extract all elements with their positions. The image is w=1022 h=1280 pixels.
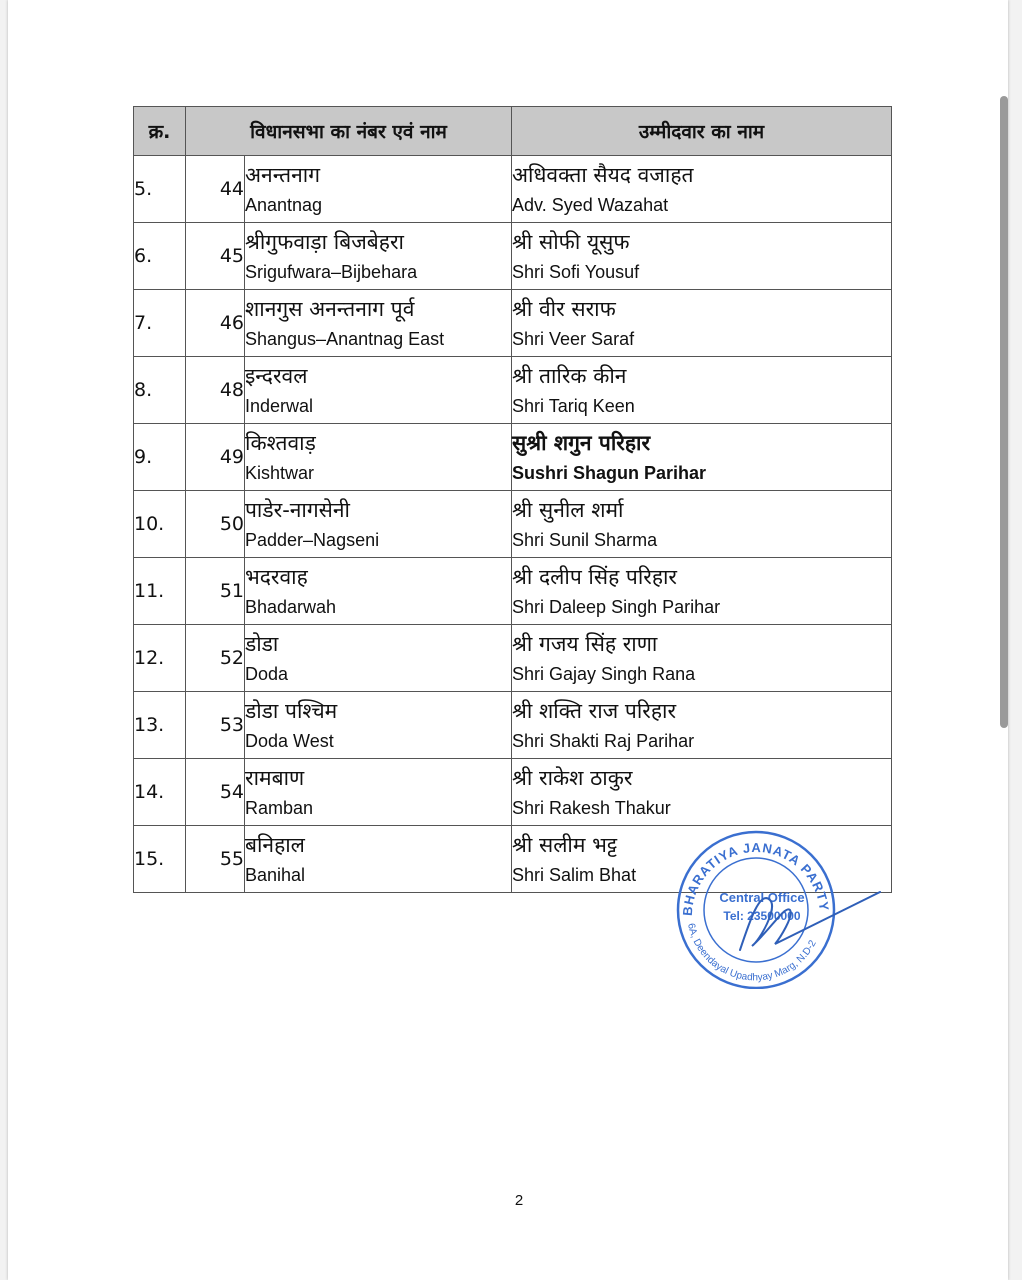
candidate-name-cell — [512, 692, 892, 759]
constituency-number-cell: 48 — [186, 357, 245, 424]
constituency-name-hindi: अनन्तनाग — [245, 163, 321, 187]
constituency-name-hindi: बनिहाल — [245, 833, 305, 857]
table-header-row — [134, 107, 892, 156]
candidate-name-hindi: श्री शक्ति राज परिहार — [512, 699, 677, 723]
constituency-number-cell: 53 — [186, 692, 245, 759]
constituency-name-english: Ramban — [245, 798, 314, 818]
constituency-name-hindi: शानगुस अनन्तनाग पूर्व — [245, 297, 415, 321]
signature — [730, 880, 890, 960]
table-body — [134, 156, 892, 893]
candidate-name-english: Shri Veer Saraf — [512, 329, 635, 349]
candidate-name-english: Shri Rakesh Thakur — [512, 798, 671, 818]
stamp-tel-text: Tel: 23500000 — [723, 909, 801, 923]
constituency-name-hindi: किश्तवाड़ — [245, 431, 316, 455]
constituency-name-cell — [245, 625, 512, 692]
constituency-name-english: Inderwal — [245, 396, 314, 416]
constituency-name-hindi: भदरवाह — [245, 565, 308, 589]
serial-cell: 12. — [134, 625, 186, 692]
constituency-name-cell — [245, 223, 512, 290]
constituency-name-english: Doda — [245, 664, 289, 684]
candidate-name-english: Sushri Shagun Parihar — [512, 463, 707, 483]
candidate-name-english: Adv. Syed Wazahat — [512, 195, 669, 215]
constituency-name-english: Doda West — [245, 731, 334, 751]
constituency-name-english: Kishtwar — [245, 463, 315, 483]
constituency-number-cell: 46 — [186, 290, 245, 357]
constituency-name-english: Banihal — [245, 865, 306, 885]
constituency-name-cell — [245, 424, 512, 491]
candidate-name-hindi: श्री सलीम भट्ट — [512, 833, 618, 857]
document-page — [8, 0, 1008, 1280]
constituency-number-cell: 51 — [186, 558, 245, 625]
constituency-name-cell — [245, 826, 512, 893]
candidate-name-cell — [512, 625, 892, 692]
serial-cell: 15. — [134, 826, 186, 893]
constituency-number-cell: 55 — [186, 826, 245, 893]
page-number: 2 — [514, 1192, 524, 1209]
serial-cell: 14. — [134, 759, 186, 826]
constituency-name-cell — [245, 357, 512, 424]
table-row — [134, 223, 892, 290]
constituency-name-cell — [245, 290, 512, 357]
constituency-name-english: Srigufwara–Bijbehara — [245, 262, 418, 282]
candidate-name-cell — [512, 223, 892, 290]
candidate-name-english: Shri Shakti Raj Parihar — [512, 731, 695, 751]
constituency-name-cell — [245, 558, 512, 625]
constituency-number-cell: 45 — [186, 223, 245, 290]
candidate-name-hindi: श्री सुनील शर्मा — [512, 498, 624, 522]
constituency-name-hindi: डोडा — [245, 632, 279, 656]
table-row — [134, 156, 892, 223]
constituency-name-english: Bhadarwah — [245, 597, 337, 617]
constituency-number-cell: 49 — [186, 424, 245, 491]
table-row — [134, 290, 892, 357]
serial-cell: 7. — [134, 290, 186, 357]
header-constituency: विधानसभा का नंबर एवं नाम — [186, 107, 512, 156]
constituency-name-cell — [245, 692, 512, 759]
candidate-name-hindi: श्री सोफी यूसुफ — [512, 230, 630, 254]
candidate-name-cell — [512, 759, 892, 826]
header-serial: क्र. — [134, 107, 186, 156]
candidate-name-english: Shri Gajay Singh Rana — [512, 664, 696, 684]
candidate-name-hindi: श्री वीर सराफ — [512, 297, 616, 321]
candidate-name-english: Shri Sunil Sharma — [512, 530, 658, 550]
serial-cell: 11. — [134, 558, 186, 625]
constituency-name-english: Shangus–Anantnag East — [245, 329, 445, 349]
candidate-name-cell — [512, 558, 892, 625]
candidate-name-cell — [512, 491, 892, 558]
candidate-table — [133, 106, 892, 893]
constituency-name-hindi: डोडा पश्चिम — [245, 699, 338, 723]
candidate-name-cell — [512, 424, 892, 491]
scrollbar-track[interactable] — [1006, 0, 1016, 1280]
stamp-address-text: 6A, Deendayal Upadhyay Marg, N.D-2 — [685, 922, 819, 984]
constituency-name-hindi: इन्दरवल — [245, 364, 308, 388]
candidate-name-hindi: सुश्री शगुन परिहार — [512, 431, 651, 455]
table-row — [134, 692, 892, 759]
candidate-name-hindi: श्री राकेश ठाकुर — [512, 766, 633, 790]
stamp-office-text: Central Office — [719, 890, 805, 905]
serial-cell: 13. — [134, 692, 186, 759]
candidate-name-hindi: अधिवक्ता सैयद वजाहत — [512, 163, 694, 187]
candidate-name-cell — [512, 156, 892, 223]
candidate-name-english: Shri Daleep Singh Parihar — [512, 597, 721, 617]
constituency-number-cell: 54 — [186, 759, 245, 826]
constituency-number-cell: 52 — [186, 625, 245, 692]
constituency-name-english: Padder–Nagseni — [245, 530, 380, 550]
candidate-name-cell — [512, 357, 892, 424]
candidate-name-hindi: श्री तारिक कीन — [512, 364, 627, 388]
constituency-name-cell — [245, 491, 512, 558]
constituency-number-cell: 50 — [186, 491, 245, 558]
constituency-name-english: Anantnag — [245, 195, 323, 215]
serial-cell: 9. — [134, 424, 186, 491]
candidate-name-hindi: श्री गजय सिंह राणा — [512, 632, 658, 656]
serial-cell: 6. — [134, 223, 186, 290]
candidate-name-english: Shri Sofi Yousuf — [512, 262, 640, 282]
constituency-name-cell — [245, 759, 512, 826]
constituency-name-hindi: श्रीगुफवाड़ा बिजबेहरा — [245, 230, 404, 254]
candidate-name-cell — [512, 290, 892, 357]
serial-cell: 5. — [134, 156, 186, 223]
constituency-name-hindi: पाडेर-नागसेनी — [245, 498, 350, 522]
constituency-name-cell — [245, 156, 512, 223]
serial-cell: 10. — [134, 491, 186, 558]
stamp-party-text: BHARATIYA JANATA PARTY — [679, 839, 832, 917]
constituency-name-hindi: रामबाण — [245, 766, 305, 790]
constituency-number-cell: 44 — [186, 156, 245, 223]
candidate-name-english: Shri Tariq Keen — [512, 396, 635, 416]
table-row — [134, 424, 892, 491]
table-row — [134, 558, 892, 625]
serial-cell: 8. — [134, 357, 186, 424]
table-row — [134, 759, 892, 826]
table-row — [134, 625, 892, 692]
header-candidate: उम्मीदवार का नाम — [512, 107, 892, 156]
scrollbar-thumb[interactable] — [1000, 96, 1008, 728]
candidate-name-hindi: श्री दलीप सिंह परिहार — [512, 565, 678, 589]
table-row — [134, 357, 892, 424]
candidate-name-english: Shri Salim Bhat — [512, 865, 637, 885]
table-row — [134, 491, 892, 558]
